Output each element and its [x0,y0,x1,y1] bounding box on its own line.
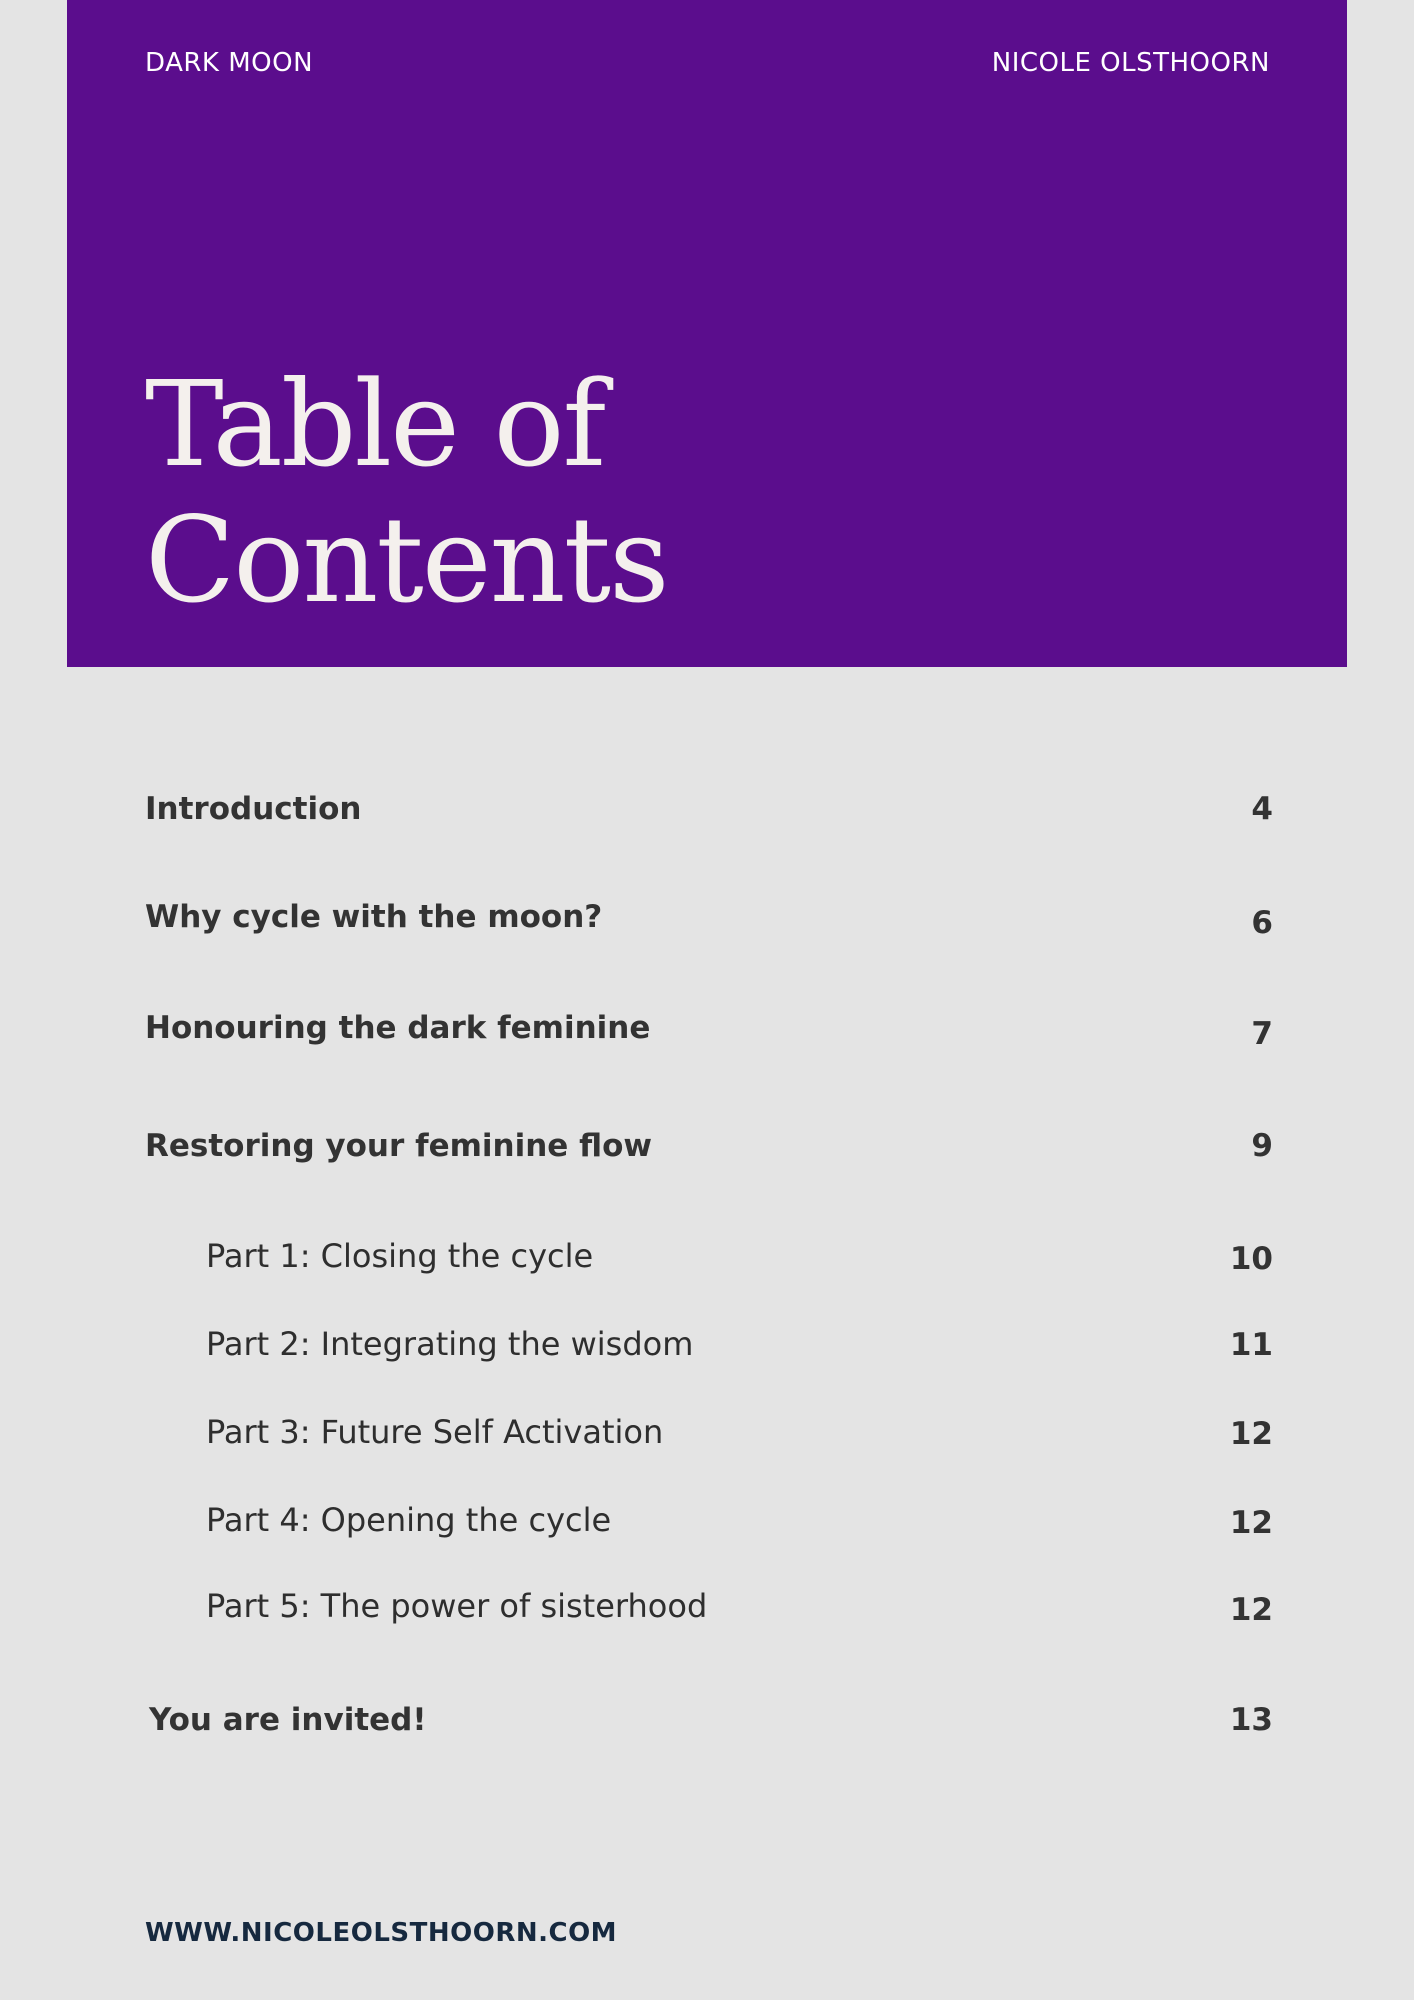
page-title-line-2: Contents [145,491,668,629]
toc-entry-page: 6 [1251,905,1273,941]
toc-entry-feminine-flow[interactable] [145,1116,1273,1176]
author-label: NICOLE OLSTHOORN [991,48,1270,78]
header-banner [67,0,1347,667]
toc-entry-page: 10 [1229,1241,1273,1277]
page-title-line-1: Table of [145,355,605,493]
toc-entry-page: 4 [1251,791,1273,827]
toc-entry-part-2[interactable] [145,1314,1273,1374]
toc-entry-page: 12 [1229,1505,1273,1541]
page-title [145,356,668,628]
toc-entry-part-5[interactable] [145,1576,1273,1636]
toc-entry-page: 13 [1229,1702,1273,1738]
toc-entry-label: Part 2: Integrating the wisdom [206,1325,694,1363]
toc-entry-label: Part 5: The power of sisterhood [206,1587,708,1625]
toc-entry-page: 11 [1229,1327,1273,1363]
toc-entry-label: Part 4: Opening the cycle [206,1501,612,1539]
toc-entry-dark-feminine[interactable] [145,998,1273,1058]
toc-entry-label: You are invited! [149,1702,427,1738]
toc-entry-page: 9 [1251,1128,1273,1164]
toc-entry-part-1[interactable] [145,1226,1273,1286]
toc-entry-part-3[interactable] [145,1402,1273,1462]
toc-entry-page: 12 [1229,1416,1273,1452]
toc-entry-label: Part 1: Closing the cycle [206,1237,594,1275]
toc-entry-label: Honouring the dark feminine [145,1010,651,1046]
toc-entry-introduction[interactable] [145,779,1273,839]
toc-entry-page: 7 [1251,1016,1273,1052]
toc-entry-label: Part 3: Future Self Activation [206,1413,664,1451]
toc-entry-label: Introduction [145,791,362,827]
website-link[interactable]: WWW.NICOLEOLSTHOORN.COM [145,1918,618,1948]
toc-entry-label: Why cycle with the moon? [145,899,603,935]
toc-entry-part-4[interactable] [145,1490,1273,1550]
toc-entry-invited[interactable] [145,1690,1273,1750]
toc-entry-label: Restoring your feminine flow [145,1128,653,1164]
toc-entry-page: 12 [1229,1592,1273,1628]
toc-entry-why-cycle[interactable] [145,887,1273,947]
series-label: DARK MOON [145,48,314,78]
